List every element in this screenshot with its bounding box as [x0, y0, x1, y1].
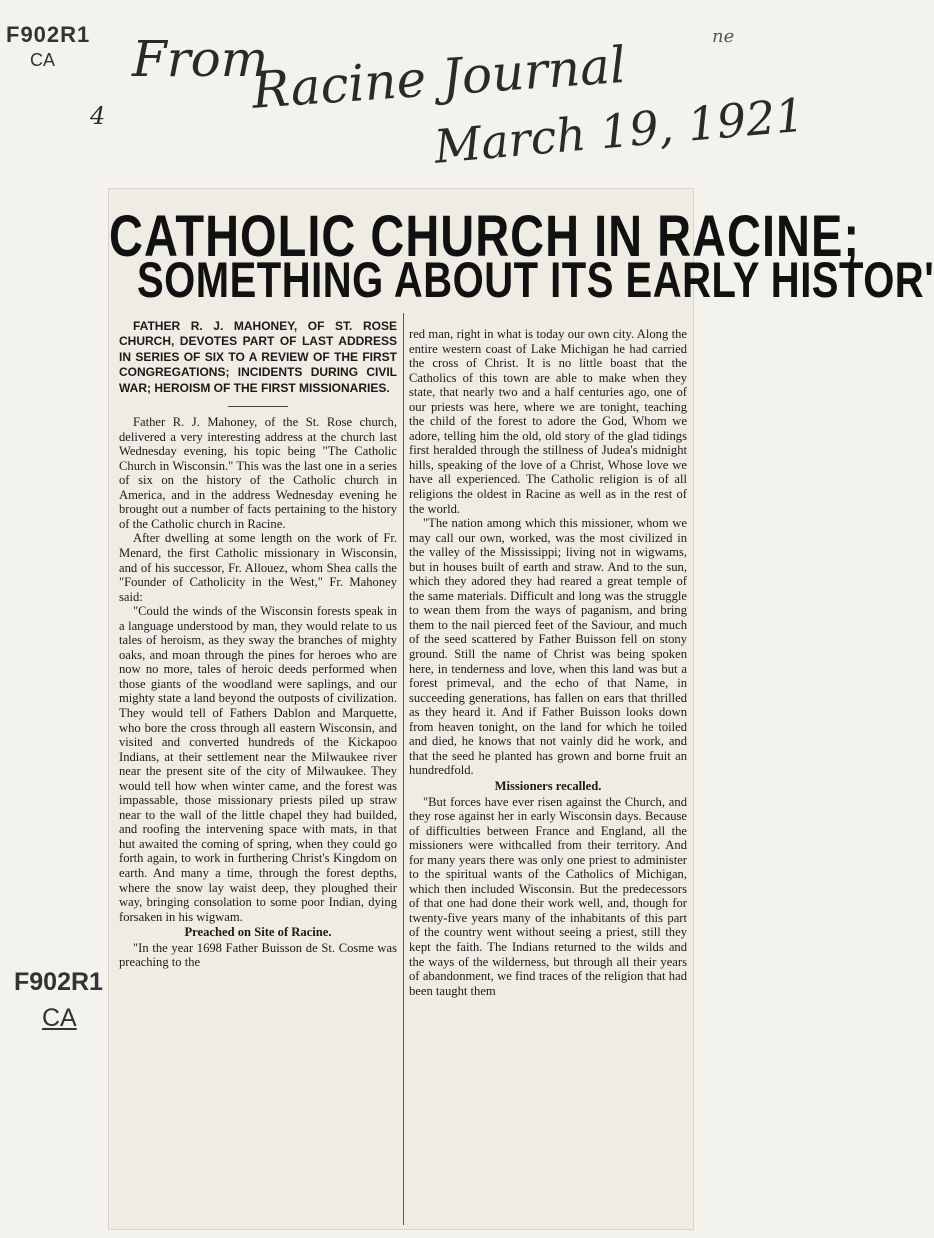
handwritten-source: Racine Journal: [250, 35, 628, 120]
column-divider: [403, 313, 404, 1225]
article-paragraph: Father R. J. Mahoney, of the St. Rose church, delivered a very interesting address at the church last Wednesday evening, his topic being "The Catholic Church in Wisconsin." This was the last one in a series of six on the history of the Catholic church in America, and in the address Wednesday evening he brought out a number of facts pertaining to the history of the Catholic church in Racine.: [119, 415, 397, 531]
article-column-1: [119, 319, 397, 970]
article-paragraph: "In the year 1698 Father Buisson de St. Cosme was preaching to the: [119, 940, 397, 970]
handwritten-mark-corner: ne: [712, 26, 735, 47]
headline-line-2: SOMETHING ABOUT ITS EARLY HISTOR': [137, 253, 934, 308]
article-paragraph: "But forces have ever risen against the Church, and they rose against her in early Wisconsin days. Because of difficulties between France and England, all the missioners were withcalled from their territory. And for many years there was only one priest to administer to the spiritual wants of the Catholics of Michigan, which then included Wisconsin. But the predecessors of that one had done their work well, and, though for twenty-five years many of the inhabitants of this part of the country went without seeing a priest, still they kept the faith. The Indians returned to the wilds and the ways of the wilderness, but through all their years of abandonment, we find traces of the religion that had been taught them: [409, 794, 687, 998]
article-paragraph: After dwelling at some length on the work of Fr. Menard, the first Catholic missionary in Wisconsin, and of his successor, Fr. Allouez, whom Shea calls the "Founder of Catholicity in the West," Fr. Mahoney said:: [119, 531, 397, 604]
article-paragraph: "Could the winds of the Wisconsin forests speak in a language understood by man, they would relate to us tales of heroism, as they sway the branches of mighty oaks, and moan through the pines for heroes who are now no more, tales of heroic deeds performed when those giants of the woodland were saplings, and our mighty state a land beyond the outposts of civilization. They would tell of Fathers Dablon and Marquette, who bore the cross through all eastern Wisconsin, and visited and converted hundreds of the Kickapoo Indians, at their settlement near the Milwaukee river near the present site of the city of Milwaukee. They would tell how when winter came, and the forest was impassable, those missionary priests piled up straw near to the wall of the little chapel they had builded, and roofing the intervening space with mats, in that hut awaited the coming of spring, when they could go forth again, to work in furthering Christ's Kingdom on earth. And many a time, through the forest depths, where the snow lay waist deep, they ploughed their way, bringing consolation to some poor Indian, dying forsaken in his wigwam.: [119, 604, 397, 924]
headline-line-1: CATHOLIC CHURCH IN RACINE;: [109, 202, 860, 269]
catalog-suffix-side: CA: [42, 1004, 77, 1032]
article-paragraph: "The nation among which this missioner, whom we may call our own, worked, was the most civilized in the valley of the Mississippi; living not in wigwams, but in houses built of earth and straw. And to the sun, which they adored they had reared a great temple of the same materials. Difficult and long was the struggle to wean them from the ways of paganism, and bring them to the nail pierced feet of the Saviour, and much of the seed scattered by Father Buisson fell on stony ground. Still the name of Christ was being spoken here, in tenderness and love, when this land was but a forest primeval, and the echo of that Name, in succeeding generations, has fallen on ears that thrilled as they heard it. And if Father Buisson looks down from heaven tonight, on the land for which he toiled and died, he knows that not vainly did he work, and that the seed he planted has grown and borne fruit an hundredfold.: [409, 516, 687, 778]
article-paragraph: red man, right in what is today our own city. Along the entire western coast of Lake Michigan he had carried the cross of Christ. It is no little boast that the Catholics of this town are able to make when they state, that nearly two and a half centuries ago, one of our priests was here, where we are tonight, teaching the child of the forest to adore the God, Whom we adore, telling him the old, old story of the glad tidings first heralded through the stillness of Judea's midnight hills, speaking of the love of a Christ, Whose love we have all experienced. The Catholic religion is of all religions the oldest in Racine as well as in the rest of the world.: [409, 327, 687, 516]
deck-rule: [228, 406, 288, 407]
article-column-2: [409, 327, 687, 998]
subhead-preached-on-site: Preached on Site of Racine.: [184, 925, 332, 940]
handwritten-mark-left: 4: [90, 102, 106, 130]
catalog-suffix-top: CA: [30, 50, 56, 70]
article-deck: FATHER R. J. MAHONEY, OF ST. ROSE CHURCH, DEVOTES PART OF LAST ADDRESS IN SERIES OF SIX TO A REVIEW OF THE FIRST CONGREGATIONS; INCIDENTS DURING CIVIL WAR; HEROISM OF THE FIRST MISSIONARIES.: [119, 319, 397, 395]
handwritten-from: From: [132, 30, 269, 88]
subhead-missioners-recalled: Missioners recalled.: [494, 778, 602, 793]
catalog-number-top: F902R1: [6, 22, 91, 47]
catalog-number-side: F902R1: [14, 968, 103, 996]
handwritten-date: March 19, 1921: [432, 87, 807, 174]
newspaper-clipping: [108, 188, 934, 1230]
